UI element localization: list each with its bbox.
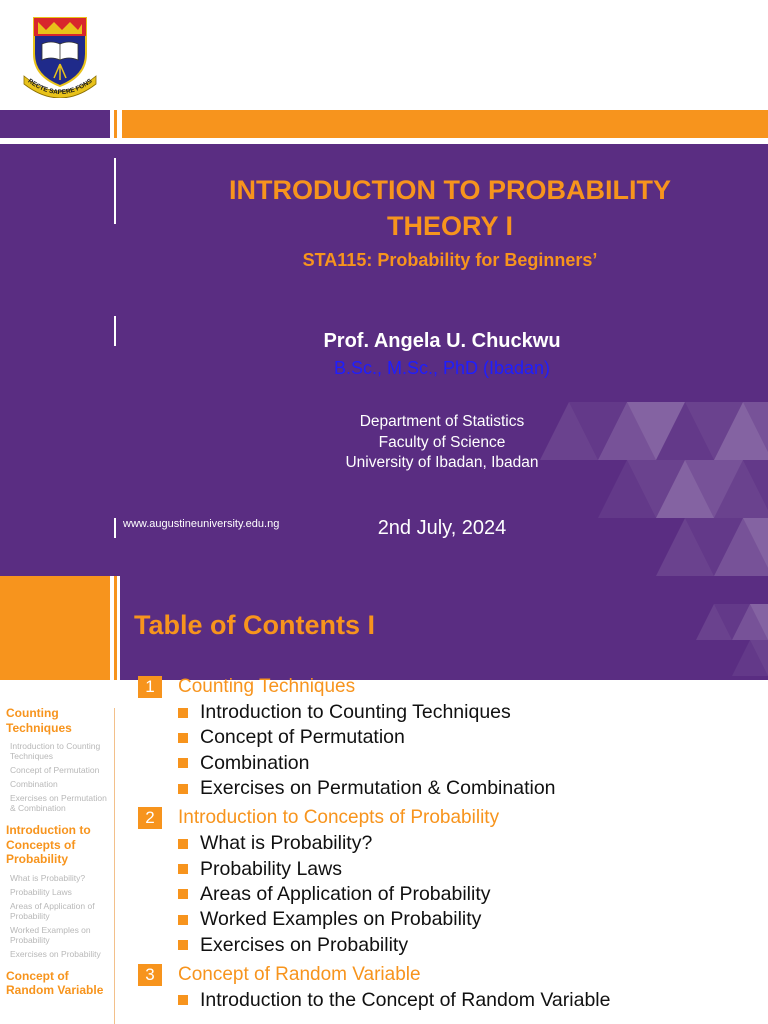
vertical-rule [114, 518, 116, 538]
toc-subsection[interactable] [178, 700, 768, 725]
toc-subsection[interactable] [178, 882, 768, 907]
toc-section[interactable] [138, 674, 768, 700]
institution-block [130, 412, 754, 474]
toc-title: Table of Contents I [134, 610, 375, 640]
sidebar-subsection-link[interactable]: Introduction to Counting Techniques [10, 741, 101, 761]
title-line-2: THEORY I [386, 211, 514, 241]
author-degrees: B.Sc., M.Sc., PhD (Ibadan) [333, 358, 551, 378]
sidebar-subsection-link[interactable]: Probability Laws [10, 886, 72, 897]
section-title: Introduction to Concepts of Probability [178, 807, 500, 829]
sidebar-subsection-link[interactable]: Worked Examples on Probability [10, 924, 91, 945]
toc-subsection[interactable] [178, 831, 768, 856]
header-bar-orange [122, 110, 768, 138]
section-number-badge: 2 [138, 807, 162, 829]
square-bullet-icon [178, 915, 188, 925]
vertical-rule [114, 316, 116, 346]
square-bullet-icon [178, 889, 188, 899]
subsection-title: Introduction to Counting Techniques [200, 701, 511, 724]
section-number-badge: 1 [138, 676, 162, 698]
faculty-name: Faculty of Science [378, 433, 506, 451]
toc-subsection[interactable] [178, 725, 768, 750]
subsection-title: Exercises on Probability [200, 933, 409, 956]
toc-section[interactable] [138, 805, 768, 831]
subsection-title: Exercises on Permutation & Combination [200, 777, 556, 800]
title-slide-body [0, 144, 768, 576]
square-bullet-icon [178, 758, 188, 768]
sidebar-section [6, 706, 110, 813]
section-title: Concept of Random Variable [178, 963, 421, 985]
sidebar-subsection-link[interactable]: Combination [10, 779, 58, 789]
section-title: Counting Techniques [178, 676, 356, 697]
toc-header-divider [114, 576, 117, 680]
presentation-date: 2nd July, 2024 [377, 517, 507, 539]
university-name: University of Ibadan, Ibadan [345, 454, 539, 471]
presentation-subtitle: STA115: Probability for Beginners’ [302, 250, 598, 270]
sidebar-section-link[interactable]: Concept of Random Variable [6, 968, 104, 997]
website-url: www.augustineuniversity.edu.ng [123, 518, 280, 530]
navigation-sidebar [6, 706, 110, 1008]
presentation-title [130, 172, 768, 244]
subsection-title: What is Probability? [200, 832, 373, 855]
toc-list [138, 674, 768, 1013]
subsection-title: Concept of Permutation [200, 726, 405, 749]
university-crest-logo [20, 14, 100, 98]
square-bullet-icon [178, 864, 188, 874]
toc-section[interactable] [138, 962, 768, 988]
subsection-title: Areas of Application of Probability [200, 882, 491, 905]
crest-motto: RECTE SAPERE FONS [26, 77, 94, 97]
square-bullet-icon [178, 995, 188, 1005]
toc-subsection[interactable] [178, 856, 768, 881]
header-bar-divider [114, 110, 117, 138]
header-bar-purple [0, 110, 110, 138]
square-bullet-icon [178, 940, 188, 950]
department-name: Department of Statistics [359, 413, 525, 430]
author-name: Prof. Angela U. Chuckwu [323, 330, 561, 352]
toc-subsection[interactable] [178, 932, 768, 957]
square-bullet-icon [178, 784, 188, 794]
sidebar-subsection-link[interactable]: What is Probability? [10, 872, 86, 883]
sidebar-subsection-link[interactable]: Areas of Application of Probability [10, 900, 95, 921]
square-bullet-icon [178, 708, 188, 718]
section-number-badge: 3 [138, 964, 162, 986]
sidebar-section [6, 823, 110, 959]
subsection-title: Introduction to the Concept of Random Variable [200, 988, 611, 1011]
toc-subsection[interactable] [178, 776, 768, 801]
toc-slide [0, 576, 768, 1024]
sidebar-subsection-link[interactable]: Exercises on Probability [10, 948, 101, 959]
subsection-title: Probability Laws [200, 857, 342, 880]
square-bullet-icon [178, 839, 188, 849]
toc-subsection[interactable] [178, 907, 768, 932]
sidebar-divider [114, 708, 115, 1024]
toc-header [120, 576, 768, 680]
title-line-1: INTRODUCTION TO PROBABILITY [229, 175, 671, 205]
subsection-title: Combination [200, 751, 310, 774]
sidebar-section [6, 969, 110, 998]
subsection-title: Worked Examples on Probability [200, 908, 482, 931]
vertical-rule [114, 158, 116, 224]
toc-subsection[interactable] [178, 988, 768, 1013]
toc-header-left-block [0, 576, 110, 680]
sidebar-subsection-link[interactable]: Concept of Permutation [10, 765, 100, 775]
square-bullet-icon [178, 733, 188, 743]
sidebar-subsection-link[interactable]: Exercises on Permutation & Combination [10, 793, 107, 813]
sidebar-section-link[interactable]: Counting Techniques [6, 706, 72, 735]
toc-subsection[interactable] [178, 751, 768, 776]
sidebar-section-link[interactable]: Introduction to Concepts of Probability [6, 823, 91, 866]
